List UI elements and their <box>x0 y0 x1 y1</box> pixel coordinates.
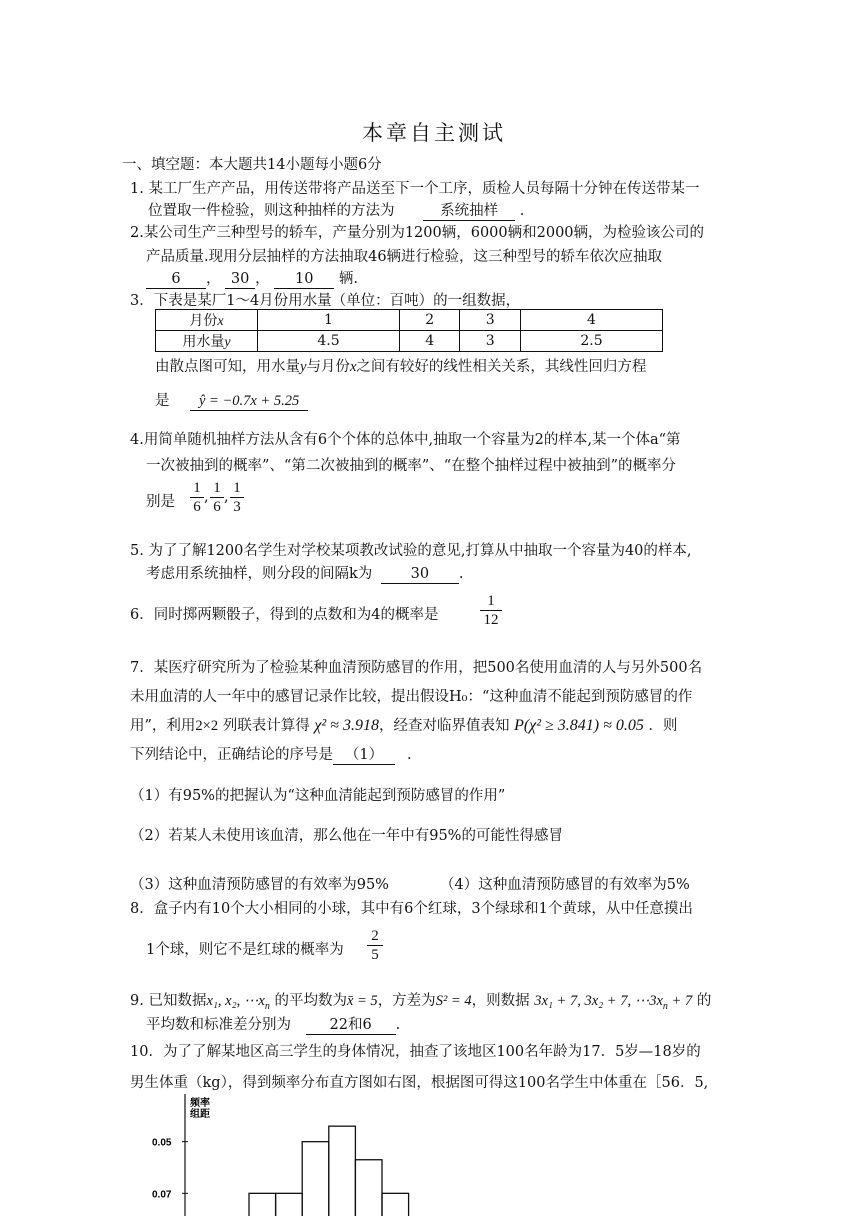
q1-line2 <box>148 199 524 221</box>
q7-option-1: （1）有95%的把握认为“这种血清能起到预防感冒的作用” <box>130 788 506 804</box>
q6-line1: 6．同时掷两颗骰子，得到的点数和为4的概率是 <box>130 607 439 623</box>
q2-answer-3: 10 <box>274 271 334 289</box>
q4-line3: 别是 <box>146 494 175 510</box>
chart-y-tick-label: 0.07 <box>152 1189 172 1201</box>
q8-line2: 1个球，则它不是红球的概率为 <box>146 942 344 958</box>
q8-fraction: $\frac{2}{5}$ <box>367 927 383 964</box>
table-row <box>156 310 663 331</box>
q9-line2: 平均数和标准差分别为 22和6 . <box>146 1017 401 1033</box>
table-cell: 4 <box>399 331 460 352</box>
q7-line4: 下列结论中，正确结论的序号是 （1） . <box>130 747 412 763</box>
q7-option-4: （4）这种血清预防感冒的有效率为5% <box>440 877 690 893</box>
q1-line1: 1. 某工厂生产产品，用传送带将产品送至下一个工序，质检人员每隔十分钟在传送带某一 <box>130 181 700 197</box>
q2-answer-2: 30 <box>225 271 255 289</box>
histogram-bar <box>382 1193 409 1216</box>
table-cell: 4.5 <box>258 331 400 352</box>
q3-line2: 由散点图可知，用水量y与月份x之间有较好的线性相关关系，其线性回归方程 <box>155 359 647 375</box>
q5-line1: 5. 为了了解1200名学生对学校某项教改试验的意见,打算从中抽取一个容量为40的样本, <box>130 543 692 559</box>
chart-ylabel-top: 频率 <box>190 1098 210 1109</box>
page-title: 本章自主测试 <box>362 121 506 145</box>
histogram-bar <box>249 1193 276 1216</box>
q7-line2: 未用血清的人一年中的感冒记录作比较，提出假设H₀：“这种血清不能起到预防感冒的作 <box>130 689 693 705</box>
q2-sep-2: ， <box>255 271 270 287</box>
q3-line1: 3．下表是某厂1～4月份用水量（单位：百吨）的一组数据， <box>130 293 521 309</box>
table-cell: 4 <box>521 310 663 331</box>
q7-line1: 7．某医疗研究所为了检验某种血清预防感冒的作用，把500名使用血清的人与另外500名 <box>130 660 703 676</box>
q1-text: 位置取一件检验，则这种抽样的方法为 <box>148 203 395 219</box>
table-row <box>156 331 663 352</box>
q10-line2: 男生体重（kg），得到频率分布直方图如右图，根据图可得这100名学生中体重在［56．5, <box>130 1075 709 1091</box>
histogram-bar <box>355 1160 382 1216</box>
q2-line2: 产品质量.现用分层抽样的方法抽取46辆进行检验，这三种型号的轿车依次应抽取 <box>146 249 663 265</box>
q4-fraction-3: $\frac{1}{3}$ <box>230 479 244 516</box>
q1-answer: 系统抽样 <box>423 203 515 221</box>
q4-comma-2: , <box>224 489 229 505</box>
water-usage-table <box>155 309 663 352</box>
q2-line3 <box>146 267 358 289</box>
weight-histogram <box>140 1090 500 1216</box>
chart-y-tick-label: 0.05 <box>152 1137 172 1149</box>
histogram-bar <box>302 1142 329 1216</box>
table-cell: 3 <box>460 310 521 331</box>
q9-answer: 22和6 <box>306 1017 396 1035</box>
table-header-water: 用水量y <box>156 331 258 352</box>
q4-line1: 4.用简单随机抽样方法从含有6个个体的总体中,抽取一个容量为2的样本,某一个体a“第 <box>130 432 681 448</box>
q6-fraction: $\frac{1}{12}$ <box>480 592 502 629</box>
q2-tail: 辆. <box>338 271 358 287</box>
q7-option-2: （2）若某人未使用该血清，那么他在一年中有95%的可能性得感冒 <box>130 828 563 844</box>
q7-option-3: （3）这种血清预防感冒的有效率为95% <box>130 877 389 893</box>
table-cell: 1 <box>258 310 400 331</box>
q4-comma-1: , <box>204 489 209 505</box>
q3-line3: 是 ŷ = −0.7x + 5.25 <box>155 389 308 411</box>
q3-answer: ŷ = −0.7x + 5.25 <box>190 393 308 411</box>
chart-ylabel-bottom: 组距 <box>190 1109 210 1120</box>
histogram-bar <box>276 1193 303 1216</box>
q7-answer: （1） <box>333 747 395 765</box>
table-cell: 3 <box>460 331 521 352</box>
q4-fraction-2: $\frac{1}{6}$ <box>210 479 224 516</box>
section-heading: 一、填空题：本大题共14小题每小题6分 <box>122 157 382 173</box>
q9-line1: 9. 已知数据x₁, x₂, $\cdots x_n$ 的平均数为x̄ = 5，方差为S² = 4，则数据 3x₁ + 7, 3x₂ + 7, $\cdots 3x_n + 7$ 的 <box>130 993 712 1012</box>
q7-line3: 用”，利用2×2 列联表计算得 χ² ≈ 3.918，经查对临界值表知 P(χ² ≥ 3.841) ≈ 0.05 ．则 <box>130 717 678 734</box>
q5-answer: 30 <box>381 566 459 584</box>
table-cell: 2 <box>399 310 460 331</box>
q2-answer-1: 6 <box>146 271 206 289</box>
q10-line1: 10．为了了解某地区高三学生的身体情况，抽查了该地区100名年龄为17．5岁—18岁的 <box>130 1044 701 1060</box>
table-header-month: 月份x <box>156 310 258 331</box>
table-cell: 2.5 <box>521 331 663 352</box>
q5-line2: 考虑用系统抽样，则分段的间隔k为 30 . <box>146 566 464 582</box>
q8-line1: 8．盒子内有10个大小相同的小球，其中有6个红球，3个绿球和1个黄球，从中任意摸出 <box>130 901 693 917</box>
q4-fraction-1: $\frac{1}{6}$ <box>190 479 204 516</box>
q1-tail: . <box>519 203 525 219</box>
histogram-bar <box>329 1126 356 1216</box>
q4-line2: 一次被抽到的概率”、“第二次被抽到的概率”、“在整个抽样过程中被抽到”的概率分 <box>146 458 677 474</box>
q2-sep-1: ， <box>206 271 221 287</box>
q2-line1: 2.某公司生产三种型号的轿车，产量分别为1200辆，6000辆和2000辆，为检验该公司的 <box>130 225 705 241</box>
